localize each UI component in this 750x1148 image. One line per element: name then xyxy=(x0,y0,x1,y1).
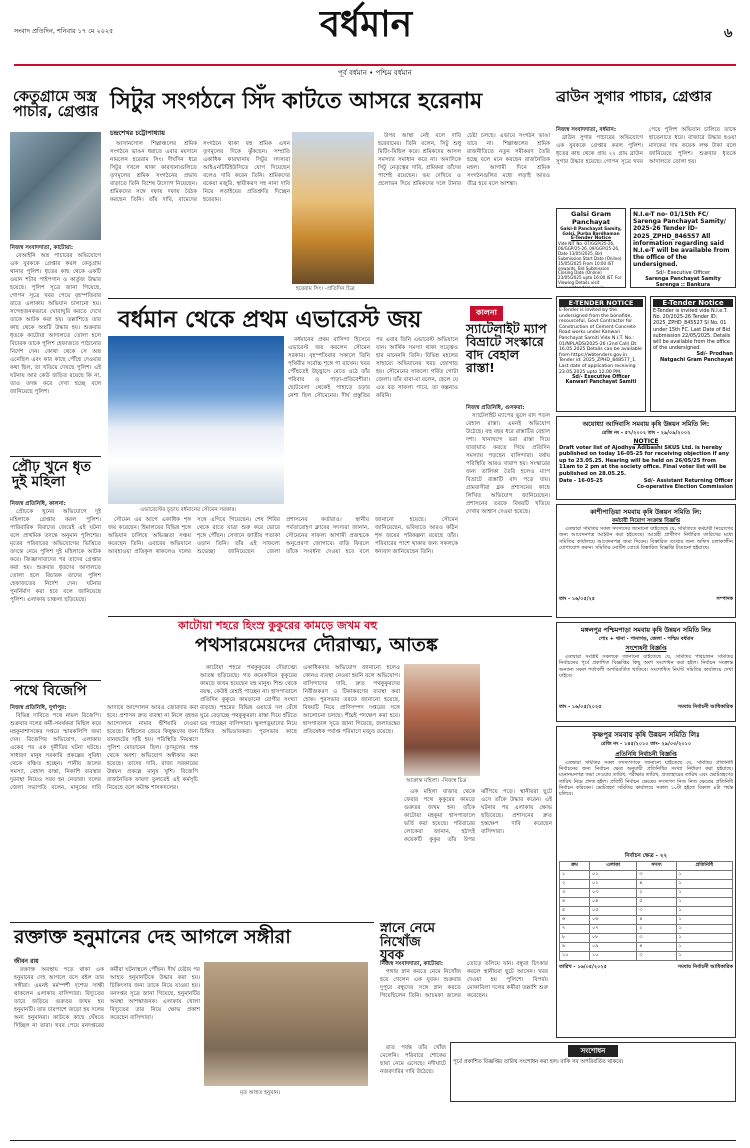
table-cell: ৩ xyxy=(637,952,676,961)
ajodhya-sign: Sd/- Assistant Returning Officer xyxy=(643,478,733,485)
table-cell: ৩ xyxy=(560,889,590,898)
krishnapur-sub: রেজি নং - ১৪৫/২০১০ তাং- ২৯/০৩/২০১০ xyxy=(600,741,692,747)
etender-gp-title: E-Tender Notice xyxy=(653,299,733,307)
dog-photo xyxy=(404,664,480,776)
sarenga-body: N.I.e-T no- 01/15th FC/ Sarenga Panchayat Samity/ 2025-26 Tender ID- 2025_ZPHD_846557 All information regarding said N.I.e-T will be available from the office of the undersigned. xyxy=(633,211,730,269)
krishnapur-list-title: নির্বাচন ক্ষেত্র - ২২ xyxy=(624,853,668,859)
mangalpur-title: মঙ্গলপুর পশ্চিমপাড়া সমবায় কৃষি উন্নয়ন সমিতি লিঃ xyxy=(580,626,712,634)
table-cell: ১০ xyxy=(589,952,636,961)
kalna-body: নিজস্ব প্রতিনিধি, গুসকরা: স্যাটেলাইট ম্যাপের ভুলে বাদ পড়ল বেহাল রাস্তা। এমনই অভিযোগ উঠেছে। বহু বছর ধরে রাস্তাটির বেহাল দশা। খানাখন্দে ভরা রাস্তা দিয়ে যাতায়াত করতে গিয়ে প্রতিদিন সমস্যায় পড়ছেন বাসিন্দারা। বর্ষায় পরিস্থিতি আরও খারাপ হয়। সংস্কারের জন্য তালিকা তৈরি হলেও ম্যাপ বিভ্রাটে রাস্তাটি বাদ পড়ে যায়। গ্রামবাসীরা ব্লক প্রশাসনের কাছে লিখিত অভিযোগ জানিয়েছেন। প্রশাসনের তরফে বিষয়টি খতিয়ে দেখার আশ্বাস দেওয়া হয়েছে। xyxy=(466,405,550,515)
kashipur-date: তাং - ১৬/০৫/২৫ xyxy=(559,596,596,602)
table-head-cell: প্রতিনিধি xyxy=(676,862,732,871)
ajodhya-sign2: Co-operative Election Commission xyxy=(636,484,733,491)
hanuman-caption: মৃত আহত হনুমান। xyxy=(240,1090,281,1096)
table-cell: ০৫ xyxy=(589,907,636,916)
ajodhya-sub: রেজি নং - ৫৭/২০০২ তাং - ২৯/০৯/২০০২ xyxy=(601,430,691,436)
mangalpur-sign: সমবায় নির্বাচনী আধিকারিক xyxy=(677,704,733,710)
table-cell: ১ xyxy=(676,889,732,898)
etender-gp-ad xyxy=(650,296,736,412)
hanuman-byline: জীবন রায় xyxy=(14,958,39,965)
table-cell: ৩ xyxy=(637,871,676,880)
table-cell: ৩ xyxy=(637,934,676,943)
table-cell: ০৮ xyxy=(589,934,636,943)
ketugram-photo xyxy=(10,132,101,240)
citu-body-left: আসানসোল শিল্পাঞ্চলের শ্রমিক সংগঠনে ভাঙন ধরাতে এবার ময়দানে নামলেন হরেরাম সিং। দীর্ঘদিন ধরে সিটুর দখলে থাকা কারখানাগুলিতে তৃণমূলের শ্রমিক সংগঠনের প্রভাব বাড়াতে তিনি বিশেষ উদ্যোগ নিয়েছেন। শ্রমিকদের সঙ্গে দফায় দফায় বৈঠক করছেন তিনি। তাঁর দাবি, বামেদের সংগঠনে থাকা বহু শ্রমিক এখন তৃণমূলের দিকে ঝুঁকছেন। সম্প্রতি একাধিক কারখানায় সিটুর সদস্যরা আইএনটিটিইউসিতে যোগ দিয়েছেন বলেও দাবি করেন তিনি। শ্রমিকদের বকেয়া মজুরি, স্থায়ীকরণ সহ নানা দাবি নিয়ে লড়াইয়ের প্রতিশ্রুতি দিচ্ছেন হরেরাম। xyxy=(110,141,290,203)
galsi-notice: E-Tender Notice xyxy=(570,236,612,241)
table-head-cell: এলাকা xyxy=(589,862,636,871)
kashipur-title: কাশীপাড়িয়া সমবায় কৃষি উন্নয়ন সমিতি লি: xyxy=(590,508,702,516)
table-cell: ২ xyxy=(637,925,676,934)
krishnapur-date: তারিখ - ১৬/০৫/২০২৫ xyxy=(559,964,607,970)
table-row xyxy=(560,925,733,934)
table-cell: ১০ xyxy=(560,952,590,961)
kalna-dateline: নিজস্ব প্রতিনিধি, গুসকরা: xyxy=(466,405,525,411)
citu-rule xyxy=(108,298,552,299)
brown-dateline: নিজস্ব সংবাদদাতা, বর্ধমান: xyxy=(556,127,617,133)
table-cell: ৫ xyxy=(637,898,676,907)
murder-dateline: নিজস্ব প্রতিনিধি, কালনা: xyxy=(10,501,66,507)
table-cell: ৫ xyxy=(560,907,590,916)
table-row xyxy=(560,889,733,898)
ajodhya-ad xyxy=(556,416,736,500)
sarenga-sign: Sd/- Executive Officer xyxy=(655,269,710,276)
table-row xyxy=(560,943,733,952)
galsi-sub: Galsi-II Panchayat Samity, Galsi, Purba Bardhaman xyxy=(560,226,622,236)
table-cell: ৬ xyxy=(560,916,590,925)
krishnapur-title: কৃষ্ণপুর সমবায় কৃষি উন্নয়ন সমিতি লিঃ xyxy=(592,731,700,739)
brown-headline: ব্রাউন সুগার পাচার, গ্রেপ্তার xyxy=(556,89,712,105)
table-cell: ০৭ xyxy=(589,925,636,934)
dog-kicker: কাটোয়া শহরে হিংস্র কুকুরের কামড়ে জখম বহু xyxy=(178,619,378,632)
ketugram-headline: কেতুগ্রামে অস্ত্র পাচার, গ্রেপ্তার xyxy=(13,89,99,121)
table-cell: ২ xyxy=(560,880,590,889)
etender-kanwari-title: E-TENDER NOTICE xyxy=(559,299,643,307)
table-cell: ২ xyxy=(637,889,676,898)
table-row xyxy=(560,916,733,925)
sarenga-sign3: Sarenga :: Bankura xyxy=(655,281,711,288)
kashipur-sign: সম্পাদক xyxy=(716,596,733,602)
table-cell: ০১ xyxy=(589,871,636,880)
table-cell: ১ xyxy=(676,871,732,880)
etender-kanwari-ad xyxy=(556,296,646,412)
dog-body-right: এক মহিলা বাজার থেকে ফেরার পথে কুকুরের কামড়ে গুরুতর জখম হন। তাঁকে কাটোয়া মহকুমা হাসপাতালে ভর্তি করা হয়েছে। পরিবারের লোকেরা জানান, হঠাৎই কয়েকটি কুকুর তাঁর উপর ঝাঁপিয়ে পড়ে। স্থানীয়রা ছুটে এসে তাঁকে উদ্ধার করেন। এই ঘটনার পর এলাকায় ক্ষোভ ছড়িয়েছে। প্রশাসনের দ্রুত হস্তক্ষেপ দাবি করেছেন বাসিন্দারা। xyxy=(404,789,552,843)
etender-kanwari-sign: Sd/- Executive Officer xyxy=(571,375,631,381)
ajodhya-title: অযোধ্যা আদিবাসি সমবায় কৃষি উন্নয়ন সমিতি লি: xyxy=(582,420,710,428)
hanuman-photo xyxy=(204,962,368,1086)
galsi-ad xyxy=(556,208,626,288)
ketugram-body: নিজস্ব সংবাদদাতা, কাটোয়া: বেআইনি অস্ত্র পাচারের অভিযোগে এক যুবককে গ্রেপ্তার করল কেতুগ্রাম থানার পুলিশ। ধৃতের কাছ থেকে একটি ওয়ান শটার পাইপগান ও কার্তুজ উদ্ধার হয়েছে। পুলিশ সূত্রে জানা গিয়েছে, গোপন সূত্রে খবর পেয়ে বৃহস্পতিবার রাতে এলাকায় অভিযান চালানো হয়। সন্দেহজনকভাবে ঘোরাঘুরি করতে দেখে তাকে আটক করা হয়। তল্লাশিতে তার কাছ থেকে অস্ত্রটি উদ্ধার হয়। শুক্রবার ধৃতকে কাটোয়া আদালতে তোলা হলে বিচারক তাকে পুলিশ হেফাজতে পাঠানোর নির্দেশ দেন। কোথা থেকে সে অস্ত্র এনেছিল এবং কার কাছে পৌঁছে দেওয়ার কথা ছিল, তা খতিয়ে দেখছে পুলিশ। এই ঘটনায় আর কেউ জড়িত রয়েছে কি না, তাও তদন্ত করে দেখা হচ্ছে বলে জানিয়েছে পুলিশ। xyxy=(10,245,101,395)
kalna-tag: কালনা xyxy=(470,306,503,321)
sarenga-sign2: Sarenga Panchayat Samity xyxy=(645,275,721,282)
table-cell: ১ xyxy=(676,916,732,925)
bjp-body: নিজস্ব প্রতিনিধি, দুর্গাপুর: বিভিন্ন দাবিতে পথে নামল বিজেপি। শুক্রবার দলের কর্মী-সমর্থকরা মিছিল করে মহকুমাশাসকের দপ্তরে স্মারকলিপি জমা দেন। বিজেপির অভিযোগ, এলাকায় একের পর এক দুর্নীতির ঘটনা ঘটছে। সাধারণ মানুষ সরকারি প্রকল্পের সুবিধা থেকে বঞ্চিত হচ্ছেন। পানীয় জলের সমস্যা, বেহাল রাস্তা, নিকাশি ব্যবস্থার দুরবস্থা নিয়েও সরব হন নেতারা। দলের জেলা সভাপতি বলেন, মানুষের দাবি আদায়ে আন্দোলন আরও জোরদার করা হবে। প্রশাসন দ্রুত ব্যবস্থা না নিলে বৃহত্তর আন্দোলনে নামার হুঁশিয়ারি দেওয়া হয়েছে। মিছিলের জেরে কিছুক্ষণের জন্য যানজটের সৃষ্টি হয়। পরিস্থিতি নিয়ন্ত্রণে পুলিশ মোতায়েন ছিল। তৃণমূলের পক্ষ থেকে অবশ্য অভিযোগ অস্বীকার করা হয়েছে। তাদের দাবি, রাজ্য সরকারের উন্নয়ন প্রকল্পে মানুষ খুশি। বিজেপি রাজনৈতিক ফায়দা তুলতেই এই কর্মসূচি নিয়েছে বলে কটাক্ষ শাসকদলের। xyxy=(10,705,198,791)
masthead-title: বর্ধমান xyxy=(320,4,413,45)
mangalpur-ad xyxy=(556,622,736,722)
table-cell: ৯ xyxy=(560,943,590,952)
hanuman-body: রক্তাক্ত অবস্থায় পড়ে থাকা এক হনুমানের দেহ আগলে বসে রইল তার সঙ্গীরা। এমনই মর্মস্পর্শী দৃশ্যের সাক্ষী থাকলেন এলাকার বাসিন্দারা। বিদ্যুতের তারে জড়িয়ে গুরুতর জখম হয় হনুমানটি। তার চারপাশে জড়ো হয় দলের অন্য হনুমানরা। কাউকে কাছে ঘেঁষতে দিচ্ছিল না তারা। খবর পেয়ে বনদপ্তরের কর্মীরা ঘটনাস্থলে পৌঁছন। দীর্ঘ চেষ্টার পর আহত হনুমানটিকে উদ্ধার করা হয়। চিকিৎসার জন্য তাকে নিয়ে যাওয়া হয়। বনদপ্তর সূত্রে জানা গিয়েছে, হনুমানটির অবস্থা আশঙ্কাজনক। এলাকায় খোলা বিদ্যুতের তার নিয়ে ক্ষোভ প্রকাশ করেছেন বাসিন্দারা। xyxy=(14,967,200,1029)
citu-caption: হরেরাম সিং। -প্রতিদিন চিত্র xyxy=(296,286,355,292)
etender-kanwari-body: E-Tender is invited by the undersigned from the bonafide, resourceful, Govt Contractor for Construction of Cement Concrete Road works under Kanwari Panchayat Samiti Vide N.I.T. No.: 01/NPLADS/2025-26 (2nd Call) Dt. 16.05.2025 Details can be available from https://wbtenders.gov.in. Tender id: 2025_ZPHD_848577_1. Last date of application receiving 23.05.2025 upto 12.00 PM. xyxy=(559,308,642,375)
bath-body-2: রাত পর্যন্ত তাঁর খোঁজ মেলেনি। পরিবারে শোকের ছায়া নেমে এসেছে। নদীঘাটে নজরদারির দাবি উঠেছে। xyxy=(380,1045,446,1075)
correction-ad xyxy=(450,1042,736,1102)
kashipur-text: এতদ্বারা সমিতির সকল সদস্যদের জানানো যাইতেছে যে, সমিতিতে কর্মচারী নিয়োগের জন্য আবেদনপত্র আহ্বান করা হইতেছে। আগ্রহী প্রার্থীগণ নির্ধারিত তারিখের মধ্যে সমিতির কার্যালয়ে আবেদনপত্র জমা দিবেন। বিস্তারিত তথ্যের জন্য অফিস চলাকালীন যোগাযোগ করুন। সমিতির নোটিশ বোর্ডে বিস্তারিত বিজ্ঞপ্তি টাঙানো হইয়াছে। xyxy=(559,526,733,552)
mangalpur-date: তাং - ১৬/০৫/২০২৫ xyxy=(559,704,602,710)
hanuman-rule xyxy=(10,922,374,923)
table-row xyxy=(560,907,733,916)
everest-photo xyxy=(108,336,284,504)
bath-headline: স্নানে নেমে নিখোঁজ যুবক xyxy=(380,921,435,964)
bath-body: নিজস্ব সংবাদদাতা, কাটোয়া: গঙ্গায় স্নান করতে নেমে নিখোঁজ হয়ে গেলেন এক যুবক। শুক্রবার দুপুরে বন্ধুদের সঙ্গে স্নান করতে গিয়েছিলেন তিনি। আচমকা জলের তোড়ে তলিয়ে যান। বন্ধুরা চিৎকার করলে স্থানীয়রা ছুটে আসেন। খবর দেওয়া হয় পুলিশে। বিপর্যয় মোকাবিলা দলের কর্মীরা তল্লাশি শুরু করেছেন। xyxy=(380,961,548,999)
hanuman-headline: রক্তাক্ত হনুমানের দেহ আগলে সঙ্গীরা xyxy=(14,926,291,948)
table-cell: ৩ xyxy=(637,907,676,916)
footer-rule xyxy=(10,1140,736,1141)
header-rule xyxy=(14,64,736,66)
ajodhya-date: Date - 16-05-25 xyxy=(559,478,603,485)
kalna-headline: স্যাটেলাইট ম্যাপ বিভ্রাটে সংস্কারে বাদ বেহাল রাস্তা! xyxy=(466,321,547,376)
table-cell: ১ xyxy=(560,871,590,880)
dog-body-left: কাটোয়া শহরে পথকুকুরের দৌরাত্ম্যে আতঙ্ক ছড়িয়েছে। গত কয়েকদিনে কুকুরের কামড়ে জখম হয়েছেন বহু মানুষ। শিশু থেকে বয়স্ক, কেউই রেহাই পাচ্ছেন না। হাসপাতালে প্রতিদিন কুকুরে কামড়ানো রোগীর সংখ্যা বাড়ছে। শহরের বিভিন্ন ওয়ার্ডে দল বেঁধে ঘুরে বেড়াচ্ছে পথকুকুররা। রাস্তা দিয়ে হাঁটতে ভয় পাচ্ছেন বাসিন্দারা। স্কুলপড়ুয়াদের নিয়ে চিন্তিত অভিভাবকরা। পুরসভার কাছে একাধিকবার অভিযোগ জানানো হলেও কোনও ব্যবস্থা নেওয়া হয়নি বলে অভিযোগ। বাসিন্দাদের দাবি, দ্রুত পথকুকুরদের নির্বীজকরণ ও টিকাকরণের ব্যবস্থা করা হোক। পুরসভার তরফে জানানো হয়েছে, বিষয়টি নিয়ে প্রাণিসম্পদ দপ্তরের সঙ্গে আলোচনা চলছে। শীঘ্রই পদক্ষেপ করা হবে। হাসপাতাল সূত্রে জানা গিয়েছে, জলাতঙ্কের প্রতিষেধক পর্যাপ্ত পরিমাণে মজুত রয়েছে। xyxy=(200,665,400,735)
krishnapur-ad xyxy=(556,726,736,1038)
table-cell: ০৪ xyxy=(589,898,636,907)
galsi-body: Vide NIT No. 07/GGP/25-26, 06/GGP/25-26, 09/GGP/25-26, Date 13/05/2025, Bid Submission Start Date (Online) 15/05/2025 From 10:00 IST onwards. Bid Submission Closing Date (Online) 23/05/2025 upto 16:00 IST. For Viewing Details visit www.wbtenders.gov.in xyxy=(558,241,622,288)
dog-headline: পথসারমেয়দের দৌরাত্ম্য, আতঙ্ক xyxy=(195,634,438,656)
table-cell: ১ xyxy=(676,925,732,934)
table-row xyxy=(560,952,733,961)
table-cell: ০৯ xyxy=(589,943,636,952)
citu-byline: চন্দ্রশেখর চট্টোপাধ্যায় xyxy=(110,129,165,137)
table-cell: ১ xyxy=(676,943,732,952)
table-row xyxy=(560,880,733,889)
mangalpur-sub: পোঃ + থানা - পানাগড়, জেলা - পশ্চিম বর্ধমান xyxy=(598,636,694,642)
citu-photo xyxy=(292,132,374,284)
table-cell: ৪ xyxy=(637,943,676,952)
kashipur-body: কর্মচারী নিয়োগ সংক্রান্ত বিজ্ঞপ্তি xyxy=(612,518,680,524)
left-rule-2 xyxy=(10,680,101,681)
bjp-dateline: নিজস্ব প্রতিনিধি, দুর্গাপুর: xyxy=(10,705,67,711)
table-cell: ১ xyxy=(676,934,732,943)
everest-body-right: বর্ধমানের প্রথম বাসিন্দা হিসেবে এভারেস্ট জয় করলেন সৌমেন সরকার। বৃহস্পতিবার সকালে তিনি পৃথিবীর সর্বোচ্চ শৃঙ্গে পা রাখেন। খবর পৌঁছতেই উচ্ছ্বাসে মেতে ওঠে তাঁর পরিবার ও পাড়া-প্রতিবেশীরা। ছোটবেলা থেকেই পাহাড়ে চড়ার নেশা ছিল সৌমেনের। দীর্ঘ প্রস্তুতির পর এবার তিনি এভারেস্ট অভিযানে যান। আর্থিক সমস্যা থাকা সত্ত্বেও হার মানেননি তিনি। বিভিন্ন মহলের সাহায্যে অভিযানের খরচ জোগাড় হয়। সৌমেনের সাফল্যে গর্বিত গোটা জেলা। তাঁর বাবা-মা বলেন, ছেলে যে এত বড় সাফল্য পাবে, তা কল্পনাও করিনি। xyxy=(288,337,458,399)
brown-body: নিজস্ব সংবাদদাতা, বর্ধমান: ব্রাউন সুগার পাচারের অভিযোগে এক যুবককে গ্রেপ্তার করল পুলিশ। ধৃতের কাছ থেকে প্রায় ২২ গ্রাম ব্রাউন সুগার উদ্ধার হয়েছে। গোপন সূত্রে খবর পেয়ে পুলিশ অভিযান চালিয়ে তাকে হাতেনাতে ধরে। বাজারে উদ্ধার হওয়া মাদকের দাম কয়েক লক্ষ টাকা বলে জানিয়েছে পুলিশ। শুক্রবার ধৃতকে আদালতে তোলা হয়। xyxy=(556,127,736,165)
header-subnav: পূর্ব বর্ধমান • পশ্চিম বর্ধমান xyxy=(338,69,412,77)
dog-caption: আক্রান্ত মহিলা। -নিজস্ব চিত্র xyxy=(406,778,467,784)
krishnapur-text: এতদ্বারা সমিতির সকল সদস্যগণকে জানানো যাইতেছে যে, সমিতির প্রতিনিধি নির্বাচনের জন্য নির্বাচন ক্ষেত্র অনুযায়ী প্রতিনিধির সংখ্যা নির্ধারণ করা হইয়াছে। মনোনয়নপত্র জমা দেওয়ার তারিখ, পরীক্ষার তারিখ, প্রত্যাহারের তারিখ এবং ভোটগ্রহণের তারিখ নিম্নে প্রদত্ত হইল। প্রতিটি নির্বাচন ক্ষেত্রের সদস্যগণ নিজ নিজ ক্ষেত্রের প্রতিনিধি নির্বাচন করিবেন। ভোটগ্রহণ সমিতির কার্যালয়ে সকাল ১০টা হইতে বিকাল ৪টা পর্যন্ত চলিবে। xyxy=(559,760,733,798)
citu-body-right: উপর আস্থা নেই বলে দাবি হরেরামের। তিনি বলেন, সিটু শুধু মিটিং-মিছিল করে। শ্রমিকদের আসল সমস্যার সমাধান করে না। অন্যদিকে সিটু নেতৃত্বের দাবি, শ্রমিকরা তাঁদের পাশেই রয়েছেন। ভয় দেখিয়ে ও প্রলোভন দিয়ে শ্রমিকদের দলে টানার চেষ্টা চলছে। এভাবে সংগঠন ভাঙা যাবে না। শিল্পাঞ্চলের শ্রমিক রাজনীতিতে নতুন সমীকরণ তৈরি হচ্ছে বলে মনে করছেন রাজনৈতিক মহল। আগামী দিনে শ্রমিক সংগঠনগুলির মধ্যে লড়াই আরও তীব্র হবে বলে আশঙ্কা। xyxy=(378,133,550,187)
krishnapur-sign: সমবায় নির্বাচনী আধিকারিক xyxy=(677,964,733,970)
table-row xyxy=(560,871,733,880)
table-row xyxy=(560,898,733,907)
murder-headline: প্রৌঢ় খুনে ধৃত দুই মহিলা xyxy=(12,459,92,490)
dog-rule xyxy=(108,616,552,617)
table-row xyxy=(560,934,733,943)
table-cell: ০২ xyxy=(589,880,636,889)
table-cell: ১ xyxy=(676,907,732,916)
table-head-cell: সদস্য xyxy=(637,862,676,871)
ketugram-dateline: নিজস্ব সংবাদদাতা, কাটোয়া: xyxy=(10,245,74,251)
table-cell: ১ xyxy=(676,880,732,889)
galsi-title: Galsi Gram Panchayat xyxy=(570,210,611,226)
table-cell: ৮ xyxy=(560,934,590,943)
kashipur-ad xyxy=(556,504,736,618)
table-cell: ৪ xyxy=(637,916,676,925)
everest-body-bottom: সৌমেন এর আগে একাধিক শৃঙ্গ জয় করেছেন। হিমালয়ের বিভিন্ন শৃঙ্গে অভিযান চালিয়ে অভিজ্ঞতা সঞ্চয় করেছেন তিনি। এবারের অভিযানে আবহাওয়া প্রতিকূল থাকলেও দলের সঙ্গে এগিয়ে গিয়েছেন। শেষ শিবির থেকে রাতে যাত্রা শুরু করে ভোরে শৃঙ্গে পৌঁছন। সেখানে জাতীয় পতাকা ওড়ান তিনি। তাঁর এই সাফল্যে শুভেচ্ছা জানিয়েছেন জেলা প্রশাসনের কর্তারাও। স্থানীয় পর্বতারোহণ ক্লাবের সদস্যরা জানান, সৌমেনের সাফল্য আগামী প্রজন্মকে অনুপ্রেরণা জোগাবে। বাড়ি ফিরলে তাঁকে সংবর্ধনা দেওয়া হবে বলে জানানো হয়েছে। সৌমেন জানিয়েছেন, ভবিষ্যতে আরও কঠিন শৃঙ্গ জয়ের পরিকল্পনা রয়েছে তাঁর। পরিবারের পাশে থাকার জন্য সকলকে ধন্যবাদ জানিয়েছেন তিনি। xyxy=(108,517,458,555)
table-cell: ১ xyxy=(676,952,732,961)
header-date: সংবাদ প্রতিদিন, শনিবার ১৭ মে ২০২৫ xyxy=(14,27,114,35)
table-cell: ১ xyxy=(676,898,732,907)
bath-dateline: নিজস্ব সংবাদদাতা, কাটোয়া: xyxy=(380,961,444,967)
correction-title: সংশোধন xyxy=(568,1045,618,1057)
krishnapur-notice: প্রতিনিধি নির্বাচনী বিজ্ঞপ্তি xyxy=(615,751,677,758)
citu-headline: সিটুর সংগঠনে সিঁদ কাটতে আসরে হরেনাম xyxy=(110,89,483,114)
ajodhya-body: Draft voter list of Ajodhya Adibashi SKUS Ltd. is hereby published on today 16-05-25 for receiving objection if any up to 23.05.25. Hearing will be held on 26/05/25 from 11am to 2 pm at the society office. Final voter list will be published on 28.05.25. xyxy=(559,445,730,477)
everest-caption: এভারেস্টের চূড়ায় বর্ধমানের সৌমেন সরকার। xyxy=(140,507,237,513)
etender-gp-body: E-Tender is invited vide N.I.e.T. No. 20/2025-26 Tender ID: 2025_ZPHD_845527 SI No. 01 under 15th FC. Last Date of Bid submission 22/05/2025. Details will be available from the office of the undersigned. xyxy=(653,308,731,352)
etender-gp-sign2: Natgachi Gram Panchayat xyxy=(659,357,733,364)
krishnapur-table xyxy=(559,861,733,961)
left-rule-1 xyxy=(10,456,101,457)
ajodhya-notice: NOTICE xyxy=(633,438,659,445)
table-cell: ০৩ xyxy=(589,889,636,898)
correction-body: পূর্বে প্রকাশিত বিজ্ঞপ্তির তারিখ সংশোধন করা হল। বাকি সব অপরিবর্তিত থাকবে। xyxy=(453,1059,624,1065)
table-cell: ৪ xyxy=(560,898,590,907)
etender-gp-sign: Sd/- Prodhan xyxy=(696,351,733,358)
page-number: ৬ xyxy=(724,26,733,41)
sarenga-ad xyxy=(630,208,736,288)
table-cell: ৭ xyxy=(560,925,590,934)
mangalpur-text: এতদ্বারা সংশ্লিষ্ট সকলকে জানানো যাইতেছে যে, সমিতির পরিচালন সমিতির নির্বাচনের পূর্বে প্রকাশিত বিজ্ঞপ্তির কিছু অংশ সংশোধন করা হইল। নির্বাচন সংক্রান্ত অন্যান্য সকল শর্তাবলী অপরিবর্তিত থাকিবে। সংশোধিত নির্ঘণ্ট সমিতির কার্যালয়ে দেখা যাইবে। xyxy=(559,654,733,680)
mangalpur-notice: সংশোধনী বিজ্ঞপ্তি xyxy=(625,646,667,652)
table-cell: ০৬ xyxy=(589,916,636,925)
table-cell: ৪ xyxy=(637,880,676,889)
bjp-headline: পথে বিজেপি xyxy=(14,683,87,699)
everest-headline: বর্ধমান থেকে প্রথম এভারেস্ট জয় xyxy=(118,307,422,333)
table-head-cell: ক্রম xyxy=(560,862,590,871)
murder-body: নিজস্ব প্রতিনিধি, কালনা: প্রৌঢ়কে খুনের অভিযোগে দুই মহিলাকে গ্রেপ্তার করল পুলিশ। পারিবারিক বিবাদের জেরেই এই ঘটনা বলে প্রাথমিক তদন্তে অনুমান পুলিশের। মৃতের পরিবারের অভিযোগের ভিত্তিতে তদন্তে নেমে পুলিশ দুই মহিলাকে আটক করে। জিজ্ঞাসাবাদের পর তাদের গ্রেপ্তার করা হয়। শুক্রবার ধৃতদের আদালতে তোলা হলে বিচারক তাদের পুলিশ হেফাজতের নির্দেশ দেন। ঘটনার পুনর্নির্মাণ করা হবে বলে জানিয়েছে পুলিশ। এলাকায় চাঞ্চল্য ছড়িয়েছে। xyxy=(10,501,101,603)
etender-kanwari-sign2: Kanwari Panchayat Samiti xyxy=(565,380,637,386)
